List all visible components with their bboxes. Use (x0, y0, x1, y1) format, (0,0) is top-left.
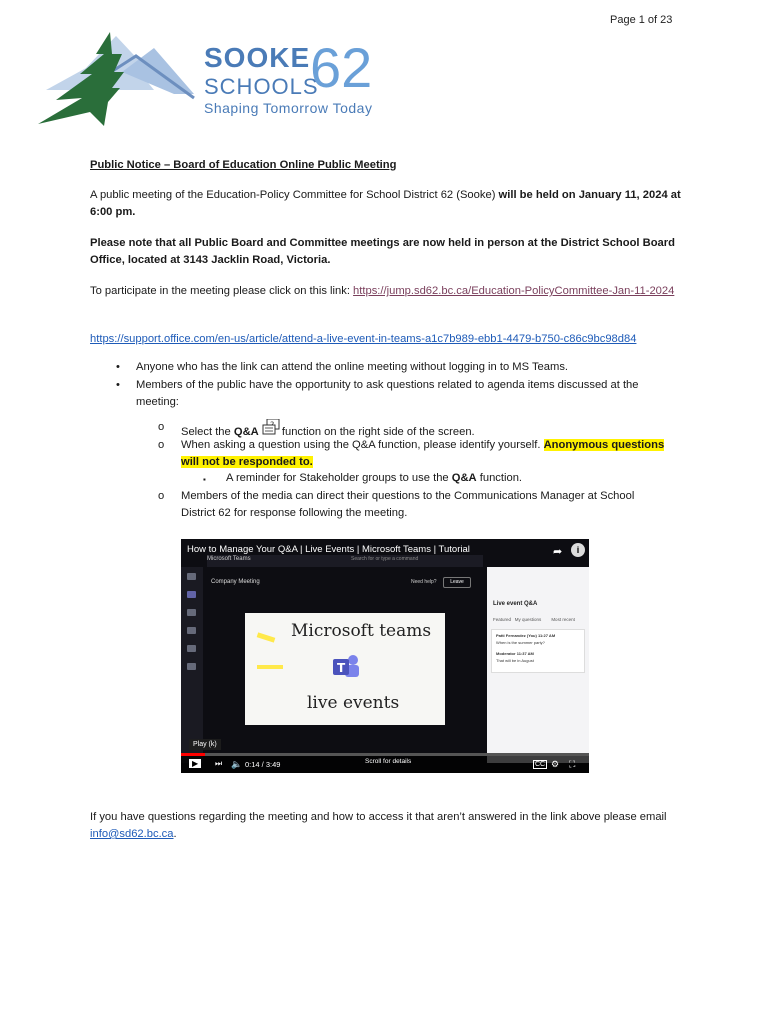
need-help: Need help? (411, 579, 437, 585)
bullet-members: Members of the public have the opportunity to ask questions related to agenda items discussed at the meeting: (136, 379, 639, 408)
calendar-icon (187, 627, 196, 634)
sub-bullet-media: Members of the media can direct their questions to the Communications Manager at School District 62 for response following the meeting. (181, 490, 635, 519)
anonymous-highlight: Anonymous questions (543, 439, 665, 451)
answer-text: That will be in August (496, 658, 534, 663)
slide-line1: Microsoft teams (291, 621, 432, 641)
sub-bullet-marker: o (158, 439, 165, 451)
not-responded-highlight: will not be responded to. (181, 456, 313, 468)
email-link[interactable]: info@sd62.bc.ca (90, 828, 174, 840)
tab-my-questions: My questions (514, 617, 542, 622)
next-icon[interactable]: ⏭ (215, 759, 223, 768)
teams-search: Search for or type a command (351, 556, 419, 562)
stakeholder-reminder (226, 470, 686, 487)
video-slide (245, 613, 445, 725)
logo-word-schools: SCHOOLS (204, 74, 319, 99)
question-card (491, 629, 585, 673)
sort-most-recent: Most recent (551, 617, 575, 622)
contact-period: . (173, 828, 177, 840)
support-link-line (90, 331, 690, 348)
meeting-link[interactable]: https://jump.sd62.bc.ca/Education-PolicyCommittee-Jan-11-2024 (353, 285, 675, 297)
play-icon[interactable]: ▶ (189, 759, 201, 768)
identify-text: When asking a question using the Q&A function, please identify yourself. (181, 439, 544, 451)
support-link[interactable]: https://support.office.com/en-us/article/attend-a-live-event-in-teams-a1c7b989-ebb1-4479-b750-c86c9bc98d84 (90, 333, 637, 345)
files-icon (187, 663, 196, 670)
notice-heading: Public Notice – Board of Education Online Public Meeting (90, 159, 397, 171)
qa-label: Q&A (451, 472, 477, 484)
volume-icon[interactable]: 🔈 (231, 759, 243, 769)
play-tooltip: Play (k) (189, 739, 221, 750)
qa-chat-icon (262, 419, 282, 435)
yellow-stroke (257, 665, 283, 669)
qa-label: Q&A (233, 426, 259, 438)
sub-bullet-marker: o (158, 490, 165, 502)
question-time: 11:27 AM (537, 633, 556, 638)
contact-text: If you have questions regarding the meeting and how to access it that aren’t answered in the link above please email (90, 811, 667, 823)
settings-gear-icon[interactable]: ⚙ (551, 759, 560, 769)
reminder-text: A reminder for Stakeholder groups to use the (226, 472, 452, 484)
slide-line2: live events (307, 693, 400, 713)
answer-author: Moderator (496, 651, 516, 656)
video-title[interactable]: How to Manage Your Q&A | Live Events | Microsoft Teams | Tutorial (187, 544, 470, 555)
meeting-title: Company Meeting (211, 579, 260, 585)
page-number: Page 1 of 23 (610, 14, 673, 26)
scroll-hint[interactable]: Scroll for details (365, 758, 412, 765)
svg-text:T: T (337, 661, 346, 675)
bullet-dot: • (116, 361, 120, 373)
activity-icon (187, 573, 196, 580)
reminder-suffix: function. (476, 472, 523, 484)
teams-logo-icon (331, 653, 361, 681)
qa-panel-tabs (493, 617, 575, 622)
meeting-paragraph (90, 187, 685, 221)
fullscreen-icon[interactable]: ⛶ (569, 759, 576, 769)
tree-mountain-icon (26, 28, 206, 128)
qa-panel-title: Live event Q&A (493, 601, 538, 607)
teams-app-name: Microsoft Teams (207, 556, 251, 562)
teams-icon (187, 609, 196, 616)
participate-text: To participate in the meeting please click on this link: (90, 285, 354, 297)
logo-number: 62 (310, 36, 373, 99)
qa-panel (487, 567, 589, 763)
info-icon[interactable]: i (571, 543, 585, 557)
bullet-dot: • (116, 379, 120, 391)
chat-icon (187, 591, 196, 598)
share-icon[interactable]: ➦ (553, 546, 563, 558)
teams-side-rail (181, 567, 203, 763)
video-controls (181, 756, 589, 773)
meeting-text: A public meeting of the Education-Policy Committee for School District 62 (Sooke) (90, 189, 499, 201)
select-text: Select the (181, 426, 234, 438)
participate-paragraph (90, 283, 685, 300)
sooke-schools-logo (26, 28, 386, 128)
sub-bullet-identify (181, 437, 681, 471)
question-text: When is the summer party? (496, 640, 545, 645)
video-time: 0:14 / 3:49 (245, 760, 281, 769)
captions-icon[interactable]: CC (535, 761, 546, 768)
sub-bullet-marker: o (158, 421, 165, 433)
in-person-notice: Please note that all Public Board and Committee meetings are now held in person at the District School Board Office, located at 3143 Jacklin Road, Victoria. (90, 237, 675, 266)
meeting-date: will be held on January 11, 2024 at 6:00 pm. (90, 189, 681, 218)
square-bullet: ▪ (203, 475, 206, 484)
contact-paragraph (90, 809, 670, 843)
bullet-anyone: Anyone who has the link can attend the online meeting without logging in to MS Teams. (136, 361, 569, 373)
yellow-stroke (257, 632, 276, 642)
logo-tagline: Shaping Tomorrow Today (204, 100, 373, 116)
select-text-suffix: function on the right side of the screen. (281, 426, 475, 438)
leave-button: Leave (443, 577, 471, 588)
logo-word-sooke: SOOKE (204, 42, 311, 73)
tutorial-video[interactable] (181, 539, 589, 773)
question-author: Patti Fernandez (You) (496, 633, 537, 638)
tab-featured: Featured (493, 617, 512, 622)
answer-time: 11:37 AM (516, 651, 534, 656)
calls-icon (187, 645, 196, 652)
